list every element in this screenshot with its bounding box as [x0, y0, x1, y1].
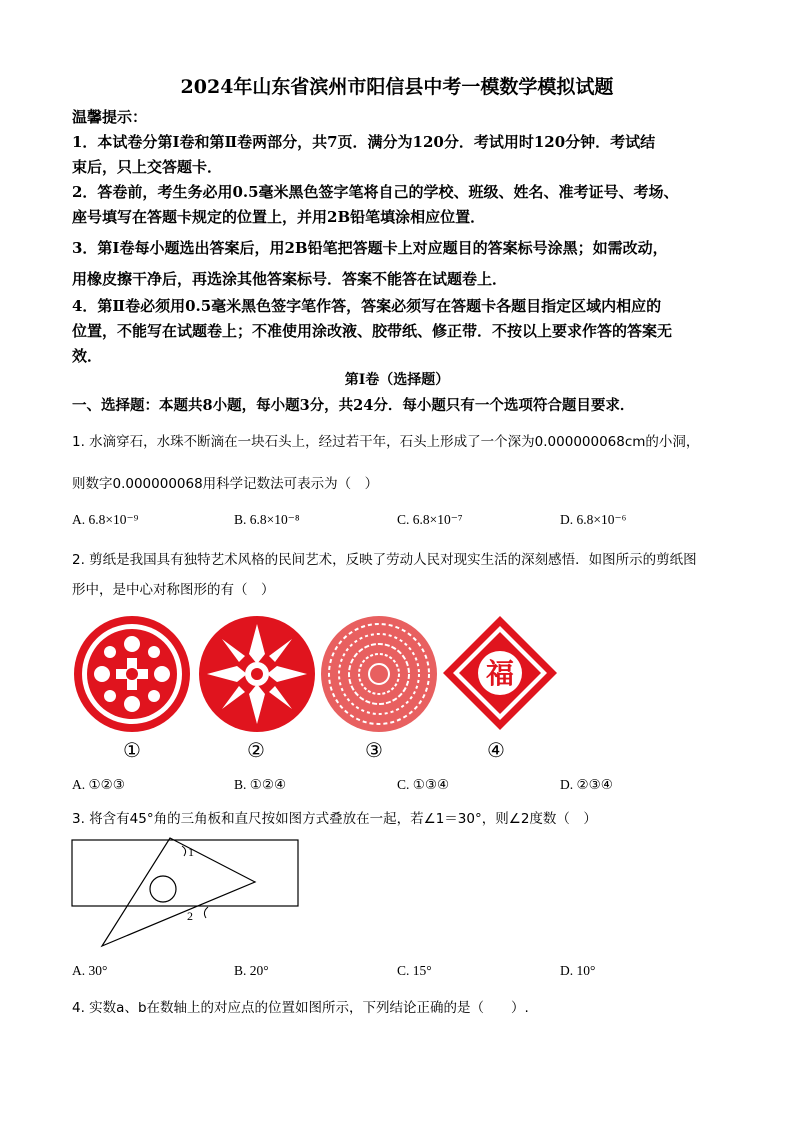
triangle-ruler-figure [70, 836, 302, 952]
caption-3: ③ [365, 738, 383, 762]
tip-line: 4．第Ⅱ卷必须用0.5毫米黑色签字笔作答，答案必须写在答题卡各题目指定区域内相应的 [72, 297, 662, 315]
option-b: B. 20° [234, 963, 269, 978]
part-one-heading: 一、选择题：本题共8小题，每小题3分，共24分．每小题只有一个选项符合题目要求． [72, 397, 635, 414]
tip-line: 座号填写在答题卡规定的位置上，并用2B铅笔填涂相应位置． [72, 208, 486, 226]
angle-1-label: 1 [188, 845, 194, 859]
tip-line: 效． [72, 347, 103, 365]
tip-line: 用橡皮擦干净后，再选涂其他答案标号．答案不能答在试题卷上． [72, 270, 508, 288]
question-3-text: 3. 将含有45°角的三角板和直尺按如图方式叠放在一起，若∠1＝30°，则∠2度数（ ） [72, 811, 597, 827]
option-b: B. ①②④ [234, 777, 287, 792]
option-a: A. 30° [72, 963, 108, 978]
tips-heading: 温馨提示： [72, 108, 148, 126]
caption-1: ① [123, 738, 141, 762]
papercut-1-image [72, 614, 192, 734]
angle-2-label: 2 [187, 909, 193, 923]
option-d: D. 10° [560, 963, 596, 978]
question-4-text: 4. 实数a、b在数轴上的对应点的位置如图所示，下列结论正确的是（ ）. [72, 1000, 529, 1016]
papercut-4-image [441, 614, 559, 732]
page-title: 2024年山东省滨州市阳信县中考一模数学模拟试题 [180, 76, 614, 98]
papercut-2-image [197, 614, 317, 734]
option-c: C. 15° [397, 963, 432, 978]
option-d: D. 6.8×10⁻⁶ [560, 512, 627, 527]
tip-line: 位置，不能写在试题卷上；不准使用涂改液、胶带纸、修正带．不按以上要求作答的答案无 [72, 322, 673, 340]
option-b: B. 6.8×10⁻⁸ [234, 512, 300, 527]
question-1-text: 1. 水滴穿石，水珠不断滴在一块石头上，经过若干年，石头上形成了一个深为0.000000068cm的小洞， [72, 434, 700, 450]
tip-line: 束后，只上交答题卡． [72, 158, 223, 176]
tip-line: 2．答卷前，考生务必用0.5毫米黑色签字笔将自己的学校、班级、姓名、准考证号、考场、 [72, 183, 679, 201]
tip-line: 3．第Ⅰ卷每小题选出答案后，用2B铅笔把答题卡上对应题目的答案标号涂黑；如需改动， [72, 239, 668, 257]
question-2-text: 2. 剪纸是我国具有独特艺术风格的民间艺术，反映了劳动人民对现实生活的深刻感悟．如图所示的剪纸图 [72, 552, 697, 568]
option-a: A. ①②③ [72, 777, 125, 792]
option-a: A. 6.8×10⁻⁹ [72, 512, 139, 527]
caption-2: ② [247, 738, 265, 762]
question-1-text: 则数字0.000000068用科学记数法可表示为（ ） [72, 476, 379, 492]
section-title: 第Ⅰ卷（选择题） [344, 372, 450, 388]
question-2-text: 形中，是中心对称图形的有（ ） [72, 582, 275, 598]
option-c: C. 6.8×10⁻⁷ [397, 512, 463, 527]
option-c: C. ①③④ [397, 777, 450, 792]
papercut-3-image [319, 614, 439, 734]
option-d: D. ②③④ [560, 777, 613, 792]
fu-character: 福 [485, 657, 515, 690]
caption-4: ④ [487, 738, 505, 762]
tip-line: 1．本试卷分第Ⅰ卷和第Ⅱ卷两部分，共7页．满分为120分．考试用时120分钟．考试结 [72, 133, 656, 151]
